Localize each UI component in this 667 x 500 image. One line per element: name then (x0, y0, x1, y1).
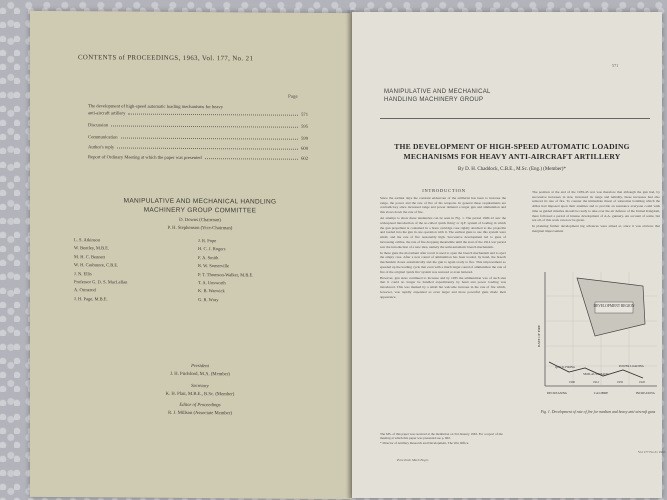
member: G. R. Wray (198, 296, 219, 303)
x-axis-right-label: INCREASING (635, 391, 655, 395)
member: T. A. Unsworth (198, 280, 226, 286)
curve-label-semi-automatic: SEMI-AUTOMATIC (583, 372, 609, 376)
paragraph: In planning further development big advances were aimed at, since it was obvious that marginal improvement (532, 224, 660, 234)
member: J. H. Page, M.B.E. (74, 296, 108, 302)
paragraph: The position at the end of the 1939-45 war was therefore that although the gun had, by successive increases in size, increased its range and lethality, these increases had also reduced its rate of fire. To counter the immediate threat of saturation bombing which the Allies had imposed upon their enemies and to provide an assurance everyone could wish time as guided missiles should be ready to take over the air defence of the United Kingdom, there followed a period of intense development of A.A. gunnery. An account of some, but not all, of this work can now be given. (532, 190, 660, 223)
journal-volume-reference: Vol 177 No 21 1963 (638, 450, 666, 454)
toc-label: The development of high-speed automatic loading mechanisms for heavy (88, 103, 223, 110)
toc-page: 600 (301, 145, 308, 151)
member: Professor G. D. S. MacLellan (74, 279, 128, 285)
member: F. A. Smith (198, 254, 219, 261)
paragraph: In these guns the movement after recoil is used to open the breech mechanism and to eject the empty case. After a new round of ammunition has been loaded, by hand, the breech mechanism closes automatically and the gun is again ready to fire. This improvement so speeded up the loading cycle that even with a much larger round of ammunition the rate of fire of the original 'quick fire' system was restored or even bettered. (380, 250, 506, 274)
figure-caption: Fig. 1. Development of rate of fire for medium and heavy anti-aircraft guns (540, 410, 656, 414)
development-region-label: DEVELOPMENT REGION (593, 304, 635, 308)
committee-chairman: D. Downs (Chairman) (179, 217, 221, 224)
article-title-line1: THE DEVELOPMENT OF HIGH-SPEED AUTOMATIC LOADING (394, 142, 630, 151)
figure-1 (533, 266, 663, 406)
member: K. B. Warwick (198, 288, 225, 294)
secretary-label: Secretary (191, 384, 209, 390)
president-label: President (191, 364, 209, 370)
member: R. W. Somerville (198, 263, 230, 269)
header-rule (380, 118, 650, 119)
toc-page: 595 (301, 123, 308, 129)
committee-members-left (74, 236, 127, 304)
year-label: 1945 (639, 380, 645, 384)
footnote: The MS. of this paper was received at the Institution on 3rd January 1963. For a report of the meeting at which this paper was presented see p. 602. (380, 432, 503, 441)
toc-row-paper-cont (88, 110, 308, 118)
committee-heading-line1: MANIPULATIVE AND MECHANICAL HANDLING (123, 197, 277, 206)
paragraph: An attempt to show these tendencies can be seen in Fig. 1. The period 1900-12 saw the widespread introduction of the so-called 'quick firing' or Q.F. system of loading in which the gun propellant is contained in a brass cartridge case rigidly attached to the projectile and loaded into the gun in one operation with it. The earliest guns to use this system were small, and the rate of fire reasonably high. Successive development led to guns of increasing calibre, the rate of fire dropping meanwhile until the start of the 1914 war period saw the introduction of a new idea, namely the semi-automatic breech mechanism. (380, 216, 506, 249)
toc-label: Report of Ordinary Meeting at which the paper was presented (88, 154, 202, 161)
toc-page-column-label: Page (288, 94, 298, 100)
article-column-2 (532, 190, 660, 235)
committee-members-right (198, 237, 253, 305)
member: H. C. J. Rogers (198, 246, 226, 252)
toc-label: Author's reply (88, 144, 115, 150)
right-page-number: 571 (612, 63, 619, 68)
curve-label-power-loading: POWER LOADING (619, 364, 644, 368)
member: M. H. C. Bennett (74, 253, 105, 260)
toc-leader (205, 158, 298, 160)
figure-ylabel: RATE OF FIRE (537, 325, 541, 347)
member: J. N. Ellis (74, 270, 92, 276)
year-label: 1935 (617, 380, 623, 384)
committee-heading-line2: MACHINERY GROUP COMMITTEE (143, 206, 257, 215)
group-heading-line2: HANDLING MACHINERY GROUP (384, 97, 484, 103)
editor-name: R. J. Millson (Associate Member) (168, 410, 232, 417)
toc-leader (111, 125, 298, 127)
toc-leader (117, 147, 298, 149)
toc-page: 602 (301, 155, 308, 161)
president-name: J. H. Pitchford, M.A. (Member) (170, 371, 230, 378)
member: P. T. Thomson-Walker, M.B.E. (198, 271, 254, 278)
article-column-1 (380, 196, 506, 301)
contents-title: CONTENTS of PROCEEDINGS, 1963, Vol. 177, No. 21 (78, 54, 254, 63)
member: J. R. Pope (198, 238, 217, 244)
toc-page: 599 (301, 135, 308, 141)
toc-label-cont: anti-aircraft artillery (88, 110, 126, 116)
member: W. Bentley, M.B.E. (74, 245, 110, 251)
figure-xlabel: CALIBRE (593, 391, 609, 395)
toc-leader (121, 138, 299, 140)
editor-label: Editor of Proceedings (179, 402, 221, 409)
group-heading (384, 88, 491, 104)
paragraph: Since the earliest days the constant endeavour of the artillerist has been to increase the range, the power and the rate of fire of his weapons. In general these requirements are contradictory since increased range and power demand a larger gun and ammunition and this slows down the rate of fire. (380, 196, 506, 215)
toc-row-communication (88, 134, 308, 142)
toc-label: Discussion (88, 122, 109, 128)
toc-label: Communication (88, 134, 118, 140)
year-label: 1912 (593, 380, 599, 384)
group-heading-line1: MANIPULATIVE AND MECHANICAL (384, 89, 491, 95)
toc-leader (128, 114, 298, 116)
member: W. H. Cashmore, C.B.E. (74, 262, 119, 268)
printed-note: Prox Instn Mech Engrs (397, 458, 429, 462)
footnote: * Director of Artillery Research and Development, The War Office. (380, 440, 469, 445)
paragraph: However, gun sizes continued to increase and by 1935 the ammunition was of such size that it could no longer be handled expeditiously by hand and power loading was introduced. This was marked by a small but welcome increase in the rate of fire which, however, was rapidly expended as even larger and more powerful guns made their appearance. (380, 275, 506, 299)
member: A. Ormerod (74, 287, 96, 293)
article-title (362, 142, 662, 162)
toc-row-discussion (88, 122, 308, 130)
toc-row-reply (88, 144, 308, 152)
year-label: 1900 (569, 380, 575, 384)
committee-heading (100, 196, 300, 215)
committee-vice-chairman: P. H. Stephenson (Vice-Chairman) (167, 225, 233, 232)
member: L. S. Atkinson (74, 237, 101, 243)
toc-page: 571 (301, 111, 308, 117)
article-byline: By D. H. Chaddock, C.B.E., M.Sc. (Eng.) (Member)* (458, 167, 566, 172)
secretary-name: K. H. Platt, M.B.E., B.Sc. (Member) (165, 391, 235, 398)
toc-row-report (88, 154, 308, 162)
article-title-line2: MECHANISMS FOR HEAVY ANTI-AIRCRAFT ARTILLERY (403, 152, 621, 161)
footnotes (380, 432, 506, 445)
curve-label-quick-firing: QUICK FIRING (555, 365, 576, 369)
left-page (30, 11, 352, 499)
section-heading: INTRODUCTION (422, 188, 466, 193)
x-axis-left-label: DECREASING (547, 391, 568, 395)
